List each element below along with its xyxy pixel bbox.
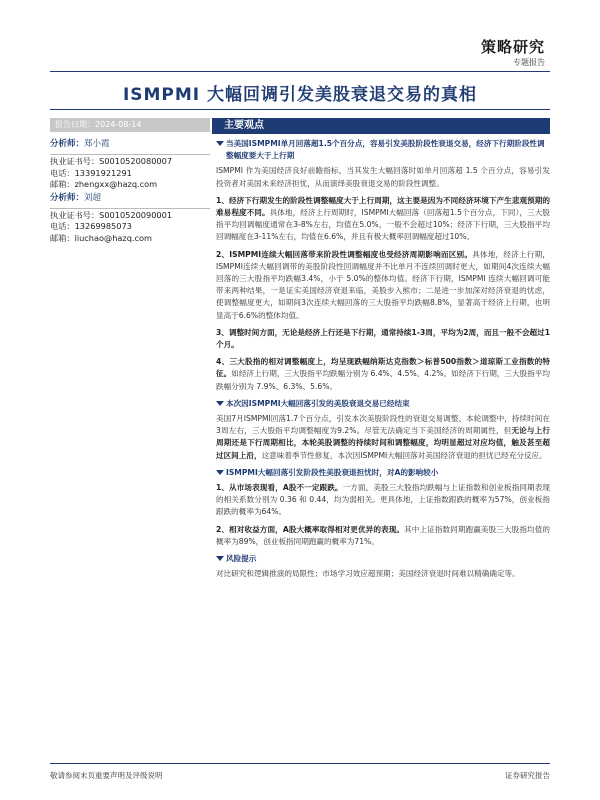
analyst-phone: 电话：13391921291 [50,167,132,178]
disclaimer-note: 敬请参阅末页重要声明及评级说明 [50,771,163,780]
section-intro: ISMPMI 作为美国经济良好前瞻指标，当其发生大幅回落时如单月回落超 1.5 个百分点，容易引发投资者对美国未来经济担忧，从而演绎美股衰退交易的阶段性调整。 [216,166,550,188]
analyst-cert: 执业证书号：S0010520080007 [50,156,173,166]
triangle-bullet-icon [216,141,224,146]
report-subcategory: 专题报告 [513,58,545,67]
analyst-name-1: 郑小霞 [84,139,110,149]
analyst-phone: 电话：13269985073 [50,221,132,231]
analyst-email: 邮箱：liuchao@hazq.com [50,232,152,243]
main-content [216,138,550,586]
section-title: 主要观点 [224,120,264,131]
header-divider [50,71,550,72]
paragraph: 1、经济下行期发生的阶段性调整幅度大于上行周期，这主要是因为不同经济环境下产生悲观预期的难易程度不同。具体地，经济上行周期时，ISMPMI大幅回落（回落超1.5个百分点，下同），三大股指平均回调幅度通常在3-8%左右，均值在5.0%，一般不会超过10%；经济下行期，三大股指平均回调幅度在3-11%左右，均值在6.6%，并且有极大概率回调幅度超过10%。 [216,195,550,242]
analyst-sidebar [50,137,210,244]
section-title-bar [212,118,550,134]
footer-label: 证券研究报告 [505,771,550,780]
analyst-role-1: 分析师：郑小霞 [50,139,110,149]
analyst-divider [50,154,210,155]
risk-warning-text: 对比研究和逻辑推演的局限性；市场学习效应超预期；美国经济衰退时间难以精确确定等。 [216,569,520,579]
paragraph: 4、三大股指的相对调整幅度上，均呈现跌幅纳斯达克指数＞标普500指数＞道琼斯工业指数的特征。如经济上行期，三大股指平均跌幅分别为 6.4%、4.5%、4.2%。如经济下行期，三大股指平均跌幅分别为 7.9%、6.3%、5.6%。 [216,357,551,391]
paragraph: 2、ISMPMI连续大幅回落带来阶段性调整幅度也受经济周期影响而区别。具体地，经济上行期，ISMPMI连续大幅回调带的美股阶段性回调幅度并不比单月不连续回调时更大，如期间4次连续大幅回落的三大股指平均跌幅3.4%，小于 5.0%的整体均值。经济下行期，ISMPMI 连续大幅回调可能带来两种结果，一是证实美国经济衰退来临，美股步入熊市；二是进一步加深对经济衰退的忧虑，使调整幅度更大，如期间3次连续大幅回落的三大股指平均跌幅8.8%，显著高于经济上行期，也明显高于6.6%的整体均值。 [216,249,550,320]
triangle-bullet-icon [216,556,224,561]
title-divider [50,109,550,110]
section-heading: 本次因ISMPMI大幅回落引发的美股衰退交易已经结束 [216,398,550,410]
paragraph: 3、调整时间方面，无论是经济上行还是下行期，通常持续1-3周，平均为2周，而且一般不会超过1个月。 [216,327,550,350]
report-category: 策略研究 [480,38,545,56]
page-title: ISMPMI 大幅回调引发美股衰退交易的真相 [122,85,478,105]
analyst-cert: 执业证书号：S0010520090001 [50,209,173,220]
report-date: 报告日期：2024-08-14 [50,118,210,132]
analyst-role-2: 分析师：刘超 [50,192,102,203]
section-heading: 当美国ISMPMI单月回落超1.5个百分点，容易引发美股阶段性衰退交易，经济下行期阶段性调整幅度要大于上行期 [216,138,550,162]
paragraph: 1、从市场表现看，A股不一定跟跌。一方面，美股三大股指均跌幅与上证指数和创业板指同期表现的相关系数分别为 0.36 和 0.44，均为弱相关。更具体地，上证指数跟跌的概率为57%，创业板指跟跌的概率为64%。 [216,483,550,517]
paragraph: 美国7月ISMPMI回落1.7个百分点，引发本次美股阶段性的衰退交易调整。本轮调整中，持续时间在3周左右，三大股指平均调整幅度为9.2%。尽管无法确定当下美国经济的周期属性，但无论与上行周期还是下行周期相比，本轮美股调整的持续时间和调整幅度，均明显超过对应均值，触及甚至超过区间上沿，这意味着季节性修复，本次因ISMPMI大幅回落对美国经济衰退的担忧已经充分反应。 [216,414,551,460]
analyst-divider [50,208,210,209]
triangle-bullet-icon [216,470,224,475]
analyst-email: 邮箱：zhengxx@hazq.com [50,179,158,189]
paragraph: 2、相对收益方面，A股大概率取得相对更优异的表现。其中上证指数同期跑赢美股三大股指均值的概率为89%，创业板指同期跑赢的概率为71%。 [216,524,550,546]
footer-divider [50,763,550,764]
section-heading: 风险提示 [216,553,550,565]
triangle-bullet-icon [216,401,224,406]
analyst-name-2: 刘超 [84,192,102,203]
section-heading: ISMPMI大幅回落引发阶段性美股衰退担忧时，对A的影响较小 [216,467,550,479]
